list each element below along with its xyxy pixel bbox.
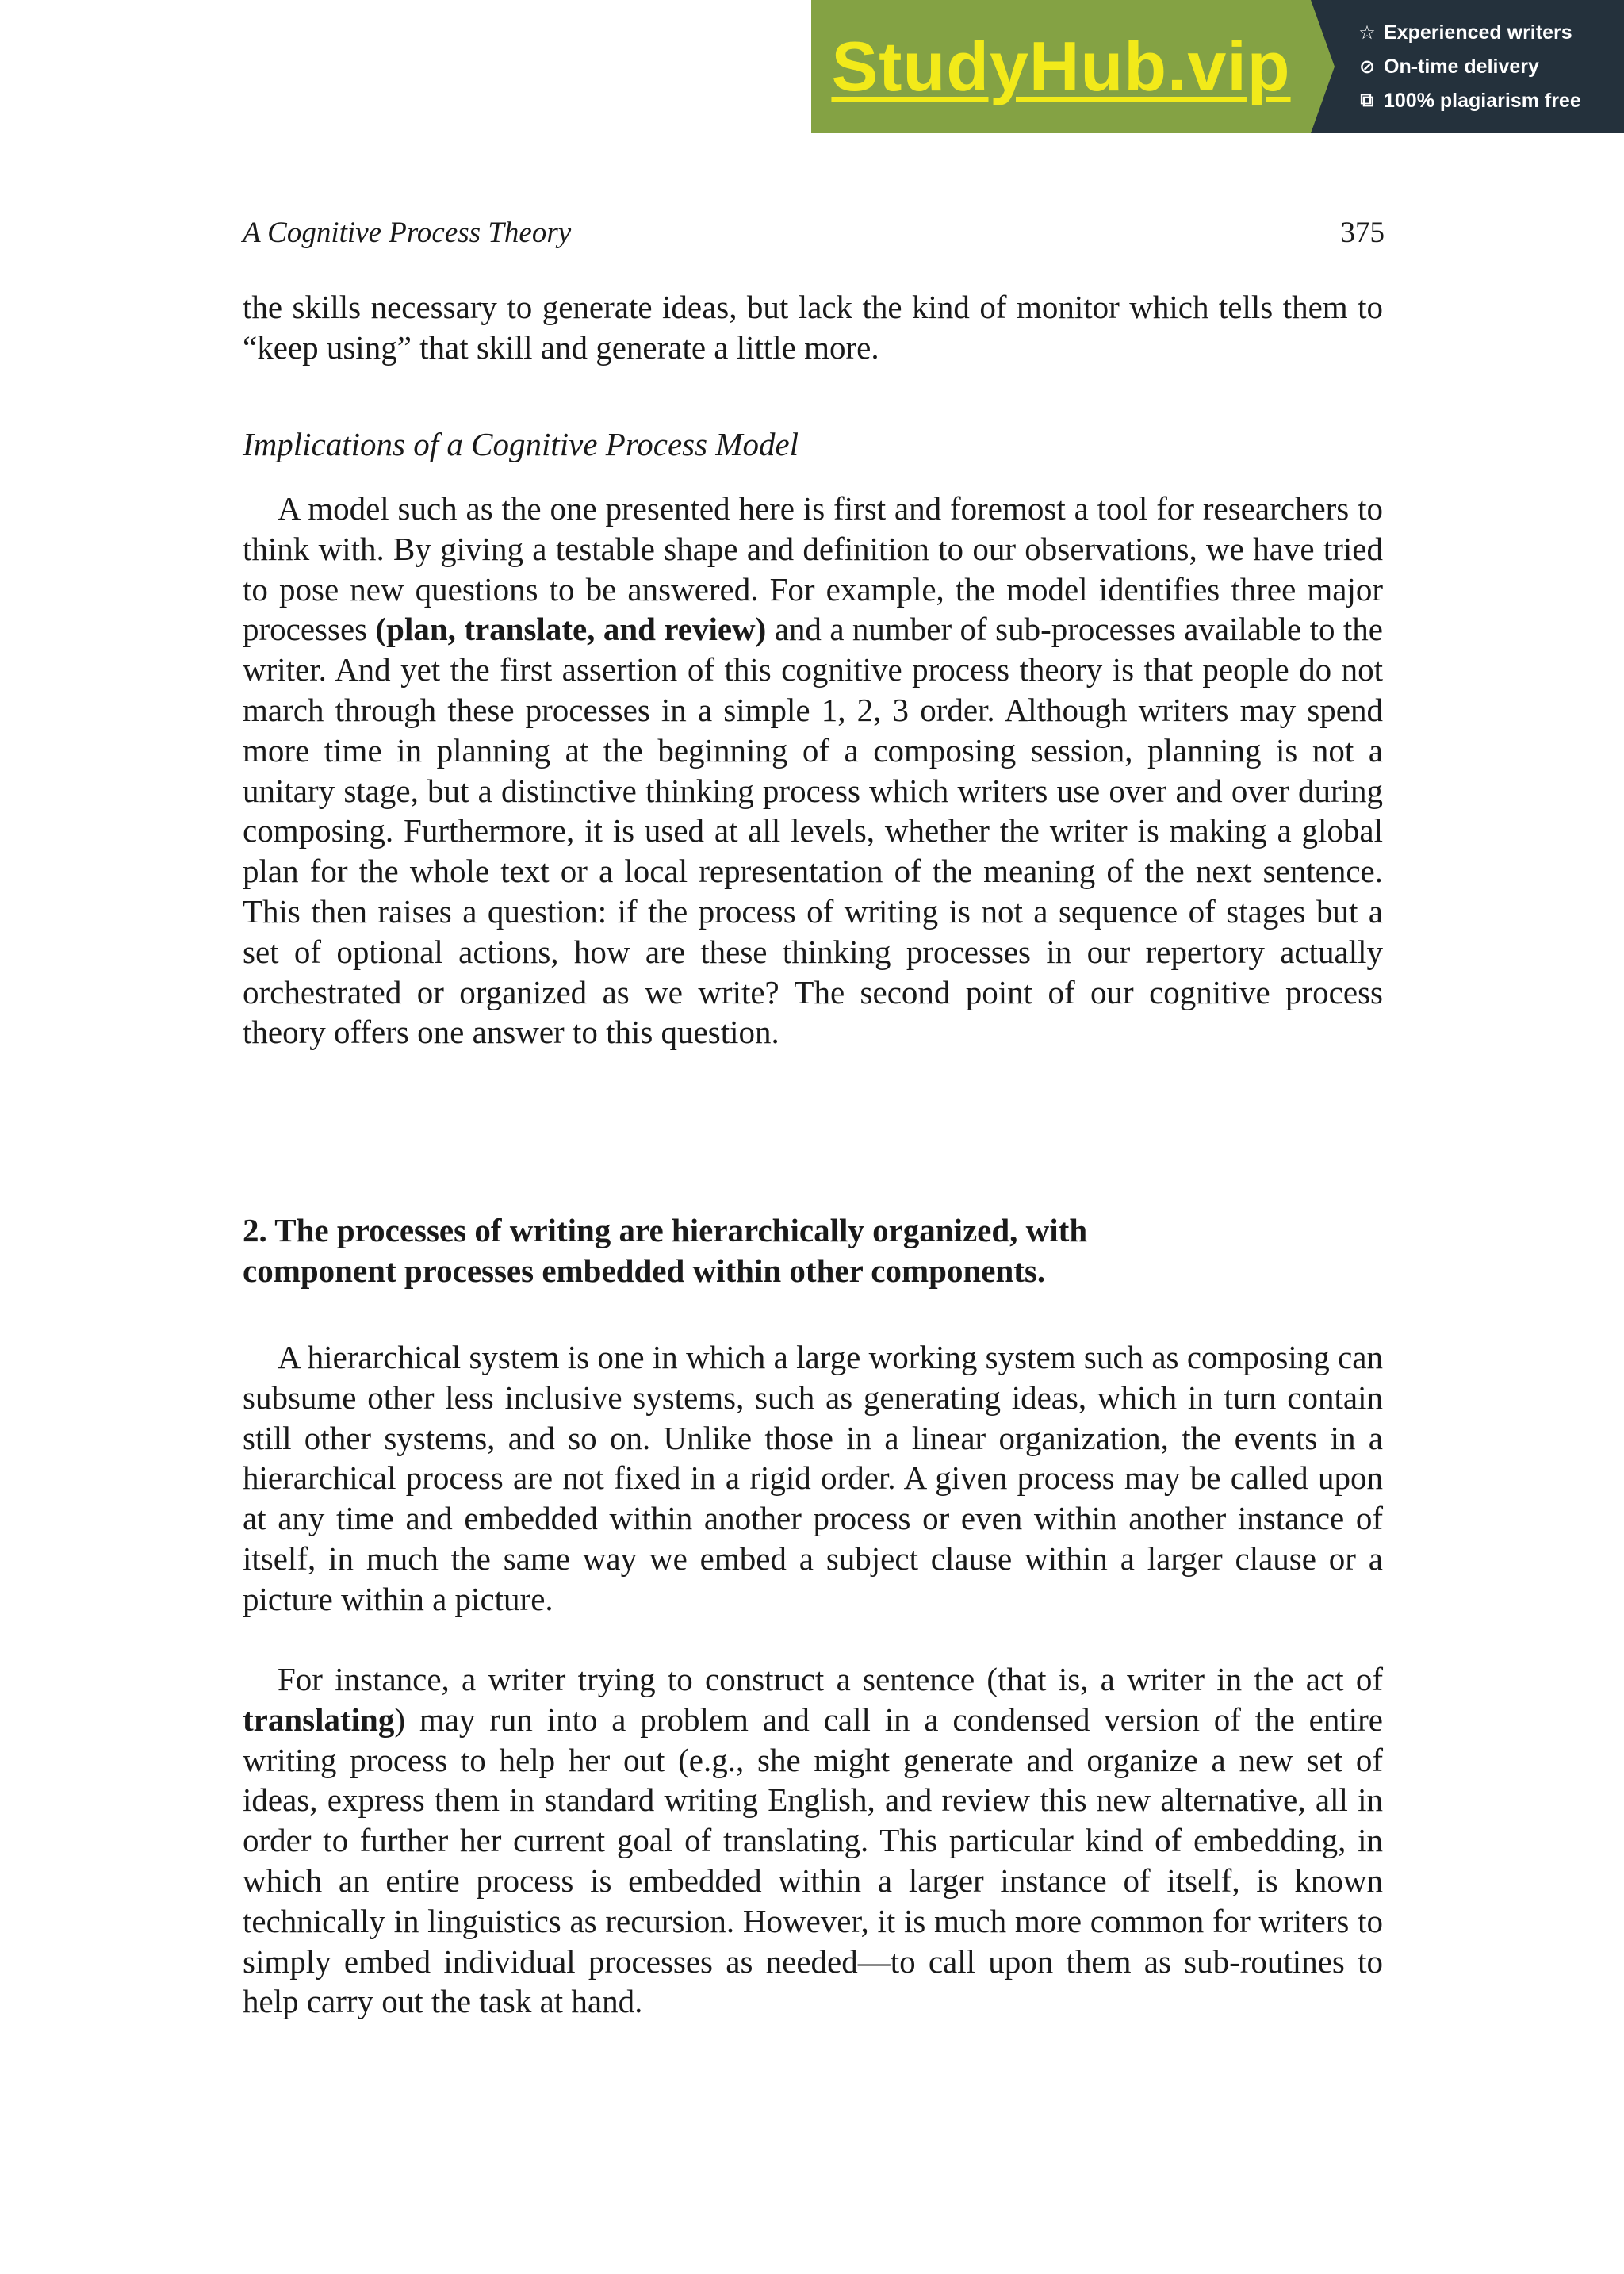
feature-label: On-time delivery xyxy=(1384,55,1539,78)
running-head xyxy=(243,216,1385,255)
running-head-title: A Cognitive Process Theory xyxy=(243,217,572,249)
point-heading-line: 2. The processes of writing are hierarchically organized, with xyxy=(243,1212,1088,1248)
feature-item xyxy=(1357,56,1624,79)
copy-icon: ⧉ xyxy=(1360,90,1374,111)
bold-term: translating xyxy=(243,1701,395,1738)
feature-item xyxy=(1357,90,1624,113)
star-icon: ☆ xyxy=(1358,21,1376,44)
feature-item xyxy=(1357,21,1624,44)
brand-logo: StudyHub.vip xyxy=(831,27,1291,105)
point-heading-line: component processes embedded within other components. xyxy=(243,1252,1046,1289)
paragraph-text: and a number of sub-processes available to the writer. And yet the first assertion of this cognitive process theory is that people do not march through these processes in a simple 1, 2, 3 order. Although writers may spend more time in planning at the beginning of a composing session, planning is not a unitary stage, but a distinctive thinking process which writers use over and over during composing. Furthermore, it is used at all levels, whether the writer is making a global plan for the whole text or a local representation of the meaning of the next sentence. This then raises a question: if the process of writing is not a sequence of stages but a set of optional actions, how are these thinking processes in our repertory actually orchestrated or organized as we write? The second point of our cognitive process theory offers one answer to this question. xyxy=(243,611,1383,1051)
bold-term: (plan, translate, and review) xyxy=(375,611,767,648)
point-heading xyxy=(243,1210,1274,1291)
section-heading: Implications of a Cognitive Process Model xyxy=(243,426,799,462)
feature-list xyxy=(1311,0,1624,133)
paragraph-text: For instance, a writer trying to construct a sentence (that is, a writer in the act of xyxy=(278,1661,1383,1697)
promo-banner[interactable] xyxy=(811,0,1624,133)
brand-block xyxy=(811,0,1311,133)
clock-icon: ⊘ xyxy=(1358,56,1376,78)
paragraph-text: A model such as the one presented here is first and foremost a tool for researchers to think with. By giving a testable shape and definition to our observations, we have tried to pose new questions to be answered. For example, the model identifies three major processes xyxy=(243,490,1383,648)
feature-label: 100% plagiarism free xyxy=(1384,89,1581,112)
paragraph-text: ) may run into a problem and call in a condensed version of the entire writing process to help her out (e.g., she might generate and organize a new set of ideas, express them in standard writing English, and review this new alternative, all in order to further her current goal of translating. This particular kind of embedding, in which an entire process is embedded within a larger instance of itself, is known technically in linguistics as recursion. However, it is much more common for writers to simply embed individual processes as needed—to call upon them as sub-routines to help carry out the task at hand. xyxy=(243,1701,1383,2020)
point-paragraph xyxy=(243,1659,1383,2022)
feature-label: Experienced writers xyxy=(1384,21,1572,44)
point-paragraph: A hierarchical system is one in which a large working system such as composing can subsume other less inclusive systems, such as generating ideas, which in turn contain still other systems, and so on. Unlike those in a linear organization, the events in a hierarchical process are not fixed in a rigid order. A given process may be called upon at any time and embedded within another process or even within another instance of itself, in much the same way we embed a subject clause within a larger clause or a picture within a picture. xyxy=(243,1339,1383,1617)
page-number: 375 xyxy=(1340,217,1385,249)
intro-paragraph: the skills necessary to generate ideas, but lack the kind of monitor which tells them to “keep using” that skill and generate a little more. xyxy=(243,289,1383,366)
section-paragraph xyxy=(243,489,1383,1053)
